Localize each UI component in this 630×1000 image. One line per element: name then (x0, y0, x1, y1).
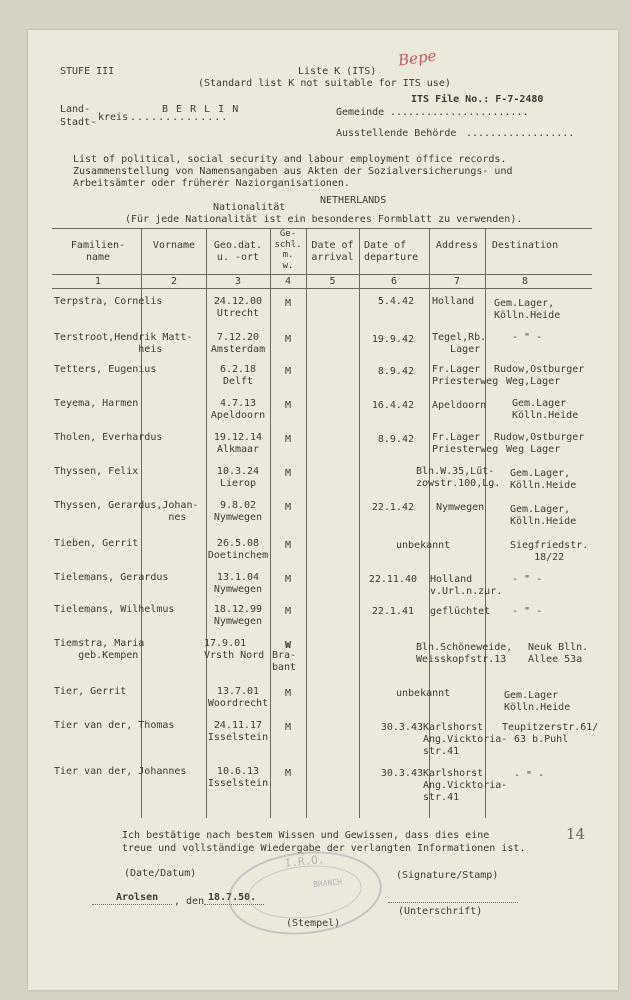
row-sex: M (284, 502, 292, 513)
stufe-label: STUFE III (60, 66, 115, 77)
header-arrival: Date of arrival (311, 240, 354, 263)
land-label: Land- (60, 104, 91, 115)
row-destination: Gem.Lager Kölln.Heide (512, 398, 579, 421)
col-number: 6 (390, 276, 398, 287)
row-destination: Gem.Lager, Kölln.Heide (510, 468, 577, 491)
row-departure: 30.3.43 (380, 722, 423, 733)
row-name: Tielemans, Gerardus (54, 572, 169, 583)
row-birth: 18.12.99 Nymwegen (213, 604, 263, 627)
row-destination: - " - (514, 770, 545, 781)
row-sex: M (284, 434, 292, 445)
its-file-number: ITS File No.: F-7-2480 (411, 94, 544, 105)
behoerde-label: Ausstellende Behörde (336, 128, 457, 139)
row-destination: Neuk Blln. Allee 53a (528, 642, 589, 665)
date-label: (Date/Datum) (124, 868, 197, 879)
row-destination: - " - (512, 606, 543, 617)
stadt-label: Stadt- (60, 117, 97, 128)
header-departure: Date of departure (364, 240, 419, 263)
row-address: Holland v.Url.n.zur. (430, 574, 503, 597)
gemeinde-label: Gemeinde (336, 107, 385, 118)
row-departure: 22.1.41 (371, 606, 414, 617)
gemeinde-dots: ....................... (390, 107, 529, 118)
row-birth: 19.12.14 Alkmaar (213, 432, 263, 455)
table-number-rule (52, 288, 592, 289)
row-destination: - " - (512, 332, 543, 343)
row-departure: 5.4.42 (377, 296, 414, 307)
header-geschlecht: Ge- schl. m. w. (274, 229, 302, 271)
row-sex: M (284, 768, 292, 779)
row-destination: Gem.Lager, Kölln.Heide (494, 298, 561, 321)
kreis-value: B E R L I N (162, 104, 240, 115)
intro-line-2: Zusammenstellung von Namensangaben aus Akten der Sozialversicherungs- und (73, 166, 513, 177)
row-name: Tier, Gerrit (54, 686, 127, 697)
col-number: 4 (284, 276, 292, 287)
header-geburt: Geo.dat. u. -ort (213, 240, 263, 263)
intro-line-1: List of political, social security and labour employment office records. (73, 154, 507, 165)
row-destination: Rudow,Ostburger Weg Lager (494, 432, 585, 455)
kreis-label: kreis (98, 112, 129, 123)
row-name: Thyssen, Felix (54, 466, 139, 477)
row-name: Tetters, Eugenius (54, 364, 157, 375)
row-sex: M (284, 400, 292, 411)
row-departure: 22.11.40 (368, 574, 417, 585)
handwritten-annotation: Bepe (396, 46, 438, 70)
row-birth: 17.9.01 Vrsth Nord (204, 638, 265, 661)
signature-label: (Signature/Stamp) (396, 870, 499, 881)
col-number: 8 (521, 276, 529, 287)
row-sex: M (284, 468, 292, 479)
col-number: 7 (453, 276, 461, 287)
row-departure: 22.1.42 (371, 502, 414, 513)
row-sex: M (284, 298, 292, 309)
table-top-rule (52, 228, 592, 229)
row-departure: unbekannt (396, 540, 451, 551)
stamp-text: BRANCH (312, 877, 343, 890)
row-birth: 6.2.18 Delft (219, 364, 257, 387)
stempel-label: (Stempel) (286, 918, 341, 929)
row-address: Karlshorst Ang.Vicktoria- str.41 (423, 722, 508, 757)
row-birth: 13.7.01 Woordrecht (207, 686, 269, 709)
place: Arolsen (116, 892, 159, 903)
row-destination: Teupitzerstr.61/ 63 b.Puhl (502, 722, 599, 745)
stamp-text: I.R.O. (284, 852, 326, 870)
row-address: Fr.Lager Priesterweg (432, 432, 499, 455)
row-name: Tielemans, Wilhelmus (54, 604, 175, 615)
signature-line (388, 902, 518, 903)
row-birth: 4.7.13 Apeldoorn (210, 398, 266, 421)
confirmation-line-2: treue und vollständige Wiedergabe der verlangten Informationen ist. (122, 843, 526, 854)
row-birth: 24.11.17 Isselstein (207, 720, 269, 743)
row-destination: Gem.Lager Kölln.Heide (504, 690, 571, 713)
date-value: 18.7.50. (208, 892, 257, 903)
row-departure: 8.9.42 (377, 366, 414, 377)
behoerde-dots: .................. (466, 128, 575, 139)
confirmation-line-1: Ich bestätige nach bestem Wissen und Gewissen, dass dies eine (122, 830, 490, 841)
row-name: Tiemstra, Maria geb.Kempen (54, 638, 145, 661)
row-departure: 8.9.42 (377, 434, 414, 445)
row-sex: M (284, 366, 292, 377)
row-birth: 26.5.08 Doetinchem (207, 538, 269, 561)
row-birth: 10.3.24 Lierop (216, 466, 260, 489)
row-address: Bln.W.35,Lüt- zowstr.100,Lg. (416, 466, 501, 489)
row-address: Tegel,Rb. Lager (432, 332, 487, 355)
row-sex: M (284, 574, 292, 585)
header-familienname: Familien- name (70, 240, 126, 263)
liste-title: Liste K (ITS) (298, 66, 377, 77)
den-label: , den (174, 896, 205, 907)
row-birth: 13.1.04 Nymwegen (213, 572, 263, 595)
row-destination: Siegfriedstr. 18/22 (510, 540, 589, 563)
place-underline (92, 904, 172, 905)
row-address: Holland (432, 296, 475, 307)
row-birth: 9.8.02 Nymwegen (213, 500, 263, 523)
row-name: Teyema, Harmen (54, 398, 139, 409)
row-address: Apeldoorn (432, 400, 487, 411)
row-destination: Rudow,Ostburger Weg,Lager (494, 364, 585, 387)
table-header-rule (52, 274, 592, 275)
nationality-note: (Für jede Nationalität ist ein besonderes Formblatt zu verwenden). (125, 214, 523, 225)
row-sex: W (284, 640, 292, 651)
row-departure: 30.3.43 (380, 768, 423, 779)
intro-line-3: Arbeitsämter oder früherer Naziorganisationen. (73, 178, 350, 189)
col-number: 5 (329, 276, 336, 287)
row-birth-cont: Bra- bant (272, 650, 297, 673)
col-number: 1 (94, 276, 102, 287)
kreis-dots: .............. (130, 112, 229, 123)
row-name: Tier van der, Johannes (54, 766, 187, 777)
stamp-inner-ring (245, 860, 364, 924)
row-departure: unbekannt (396, 688, 451, 699)
row-name: Tier van der, Thomas (54, 720, 175, 731)
row-sex: M (284, 334, 292, 345)
row-departure: 16.4.42 (371, 400, 414, 411)
column-divider (306, 228, 307, 818)
document-page (28, 30, 618, 990)
nationality-value: NETHERLANDS (320, 195, 387, 206)
row-address: Nymwegen (436, 502, 485, 513)
row-address: geflüchtet (430, 606, 491, 617)
row-birth: 24.12.00 Utrecht (213, 296, 263, 319)
row-name: Tieben, Gerrit (54, 538, 139, 549)
row-name: Thyssen, Gerardus,Johan- nes (54, 500, 199, 523)
row-name: Tholen, Everhardus (54, 432, 163, 443)
liste-subtitle: (Standard list K not suitable for ITS use) (198, 78, 451, 89)
header-address: Address (435, 240, 479, 251)
header-vorname: Vorname (152, 240, 196, 251)
col-number: 3 (234, 276, 242, 287)
handwritten-page-number: 14 (566, 825, 586, 843)
row-address: Karlshorst Ang.Vicktoria- str.41 (423, 768, 508, 803)
row-name: Terpstra, Cornelis (54, 296, 163, 307)
row-destination: Gem.Lager, Kölln.Heide (510, 504, 577, 527)
row-sex: M (284, 540, 292, 551)
row-departure: 19.9.42 (371, 334, 414, 345)
row-destination: - " - (512, 574, 543, 585)
row-birth: 10.6.13 Isselstein (207, 766, 269, 789)
row-name: Terstroot,Hendrik Matt- heis (54, 332, 193, 355)
col-number: 2 (170, 276, 178, 287)
row-birth: 7.12.20 Amsterdam (210, 332, 266, 355)
nationality-label: Nationalität (213, 202, 286, 213)
row-sex: M (284, 688, 292, 699)
unterschrift-label: (Unterschrift) (398, 906, 483, 917)
row-address: Bln.Schöneweide, Weisskopfstr.13 (416, 642, 513, 665)
row-address: Fr.Lager Priesterweg (432, 364, 499, 387)
header-destination: Destination (491, 240, 559, 251)
row-sex: M (284, 722, 292, 733)
row-sex: M (284, 606, 292, 617)
